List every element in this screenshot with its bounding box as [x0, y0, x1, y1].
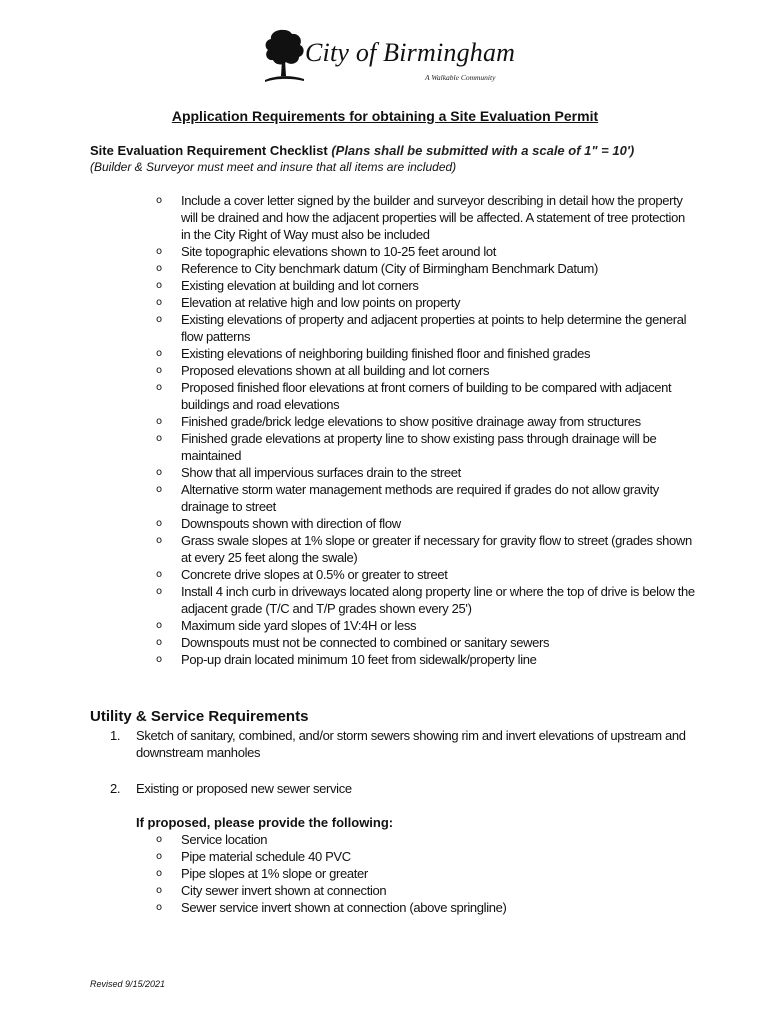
list-item-text: Pop-up drain located minimum 10 feet from sidewalk/property line — [181, 652, 537, 667]
list-item-text: Proposed finished floor elevations at front corners of building to be compared with adjacent buildings and road elevations — [181, 380, 672, 412]
list-item — [156, 515, 696, 532]
bullet-icon: o — [156, 433, 162, 444]
list-item — [156, 831, 696, 848]
list-item — [156, 865, 696, 882]
list-item-text: Include a cover letter signed by the builder and surveyor describing in detail how the property will be drained and how the adjacent properties will be affected. A statement of tree protection in the City Right of Way must also be included — [181, 193, 685, 242]
item-text: Sketch of sanitary, combined, and/or storm sewers showing rim and invert elevations of upstream and downstream manholes — [136, 728, 686, 760]
list-item-text: Downspouts must not be connected to combined or sanitary sewers — [181, 635, 550, 650]
list-item-text: Service location — [181, 832, 268, 847]
bullet-icon: o — [156, 348, 162, 359]
bullet-icon: o — [156, 885, 162, 896]
list-item — [156, 481, 696, 515]
utility-heading: Utility & Service Requirements — [90, 708, 309, 725]
list-item-text: Proposed elevations shown at all building and lot corners — [181, 363, 490, 378]
bullet-icon: o — [156, 280, 162, 291]
list-item-text: Existing elevation at building and lot corners — [181, 278, 419, 293]
list-item — [156, 882, 696, 899]
list-item-text: Existing elevations of neighboring building finished floor and finished grades — [181, 346, 591, 361]
page-title: Application Requirements for obtaining a Site Evaluation Permit — [171, 108, 599, 124]
bullet-icon: o — [156, 569, 162, 580]
checklist-heading-text: Site Evaluation Requirement Checklist — [90, 143, 328, 158]
tree-icon — [262, 26, 306, 88]
checklist-items — [156, 192, 696, 668]
list-item-text: Sewer service invert shown at connection (above springline) — [181, 900, 507, 915]
bullet-icon: o — [156, 620, 162, 631]
list-item — [156, 634, 696, 651]
list-item-text: Install 4 inch curb in driveways located along property line or where the top of drive is below the adjacent grade (T/C and T/P grades shown every 25') — [181, 584, 695, 616]
list-item-text: Pipe slopes at 1% slope or greater — [181, 866, 368, 881]
list-item-text: Existing elevations of property and adjacent properties at points to help determine the general flow patterns — [181, 312, 687, 344]
bullet-icon: o — [156, 263, 162, 274]
bullet-icon: o — [156, 467, 162, 478]
list-item-text: Grass swale slopes at 1% slope or greater if necessary for gravity flow to street (grades shown at every 25 feet along the swale) — [181, 533, 692, 565]
bullet-icon: o — [156, 654, 162, 665]
bullet-icon: o — [156, 195, 162, 206]
revision-date: Revised 9/15/2021 — [90, 979, 166, 989]
list-item — [156, 848, 696, 865]
list-item-text: Site topographic elevations shown to 10-25 feet around lot — [181, 244, 497, 259]
list-item — [156, 294, 696, 311]
item-number: 1. — [110, 728, 121, 743]
bullet-icon: o — [156, 416, 162, 427]
bullet-icon: o — [156, 834, 162, 845]
list-item — [156, 413, 696, 430]
list-item-text: Show that all impervious surfaces drain to the street — [181, 465, 461, 480]
city-logo — [262, 26, 516, 88]
list-item-text: Finished grade/brick ledge elevations to show positive drainage away from structures — [181, 414, 641, 429]
list-item — [156, 277, 696, 294]
list-item — [156, 362, 696, 379]
list-item-text: Reference to City benchmark datum (City of Birmingham Benchmark Datum) — [181, 261, 598, 276]
list-item — [156, 379, 696, 413]
bullet-icon: o — [156, 484, 162, 495]
list-item — [156, 345, 696, 362]
bullet-icon: o — [156, 902, 162, 913]
proposed-heading: If proposed, please provide the following: — [136, 815, 394, 830]
proposed-items — [156, 831, 696, 916]
list-item — [156, 532, 696, 566]
list-item-text: City sewer invert shown at connection — [181, 883, 387, 898]
list-item — [156, 617, 696, 634]
list-item — [156, 243, 696, 260]
bullet-icon: o — [156, 586, 162, 597]
list-item — [156, 566, 696, 583]
utility-item-1 — [110, 727, 690, 761]
utility-item-2 — [110, 780, 690, 797]
bullet-icon: o — [156, 246, 162, 257]
scale-note: (Plans shall be submitted with a scale of 1" = 10') — [331, 143, 635, 158]
list-item-text: Pipe material schedule 40 PVC — [181, 849, 351, 864]
item-number: 2. — [110, 781, 121, 796]
bullet-icon: o — [156, 297, 162, 308]
item-text: Existing or proposed new sewer service — [136, 781, 352, 796]
bullet-icon: o — [156, 518, 162, 529]
list-item-text: Finished grade elevations at property line to show existing pass through drainage will be maintained — [181, 431, 657, 463]
list-item — [156, 651, 696, 668]
list-item — [156, 260, 696, 277]
list-item — [156, 464, 696, 481]
list-item-text: Elevation at relative high and low points on property — [181, 295, 461, 310]
bullet-icon: o — [156, 365, 162, 376]
list-item — [156, 430, 696, 464]
logo-tagline: A Walkable Community — [425, 73, 496, 82]
list-item — [156, 583, 696, 617]
checklist-heading — [90, 143, 634, 158]
list-item-text: Downspouts shown with direction of flow — [181, 516, 401, 531]
bullet-icon: o — [156, 868, 162, 879]
list-item — [156, 192, 696, 243]
bullet-icon: o — [156, 851, 162, 862]
bullet-icon: o — [156, 535, 162, 546]
list-item-text: Concrete drive slopes at 0.5% or greater to street — [181, 567, 448, 582]
bullet-icon: o — [156, 382, 162, 393]
logo-name: City of Birmingham — [305, 38, 516, 67]
list-item-text: Maximum side yard slopes of 1V:4H or less — [181, 618, 417, 633]
list-item — [156, 899, 696, 916]
bullet-icon: o — [156, 314, 162, 325]
bullet-icon: o — [156, 637, 162, 648]
list-item — [156, 311, 696, 345]
builder-note: (Builder & Surveyor must meet and insure that all items are included) — [90, 160, 457, 174]
list-item-text: Alternative storm water management methods are required if grades do not allow gravity drainage to street — [181, 482, 659, 514]
